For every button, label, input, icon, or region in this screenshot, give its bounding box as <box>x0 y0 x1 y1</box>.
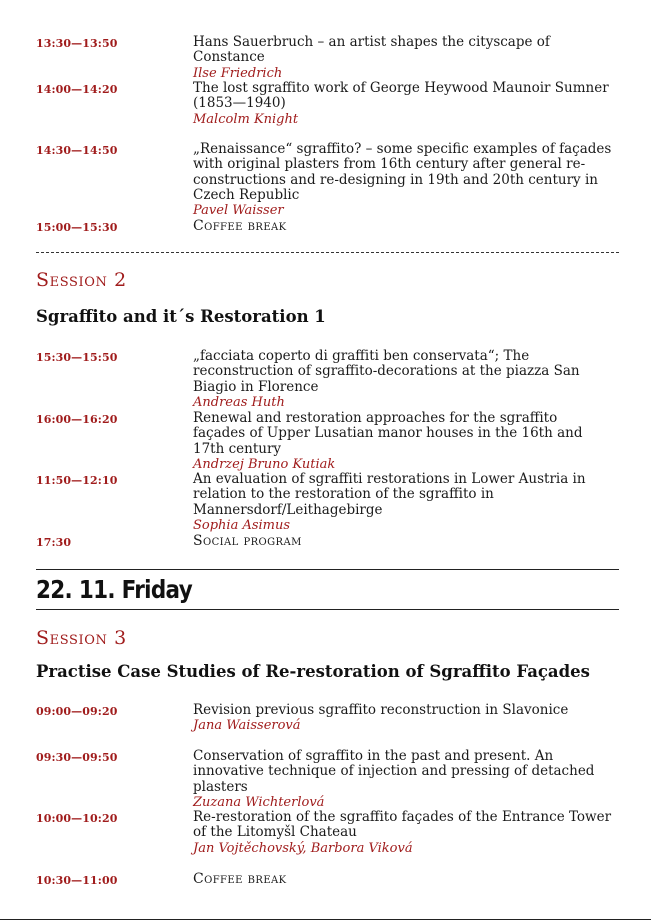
entry-speaker: Malcolm Knight <box>193 111 299 127</box>
entry-time: 13:30—13:50 <box>36 37 118 50</box>
day-divider-top <box>36 569 619 570</box>
entry-speaker: Jana Waisserová <box>193 718 301 734</box>
entry-speaker: Ilse Friedrich <box>193 65 283 81</box>
entry-title: Coffee break <box>193 218 287 234</box>
entry-time: 10:00—10:20 <box>36 812 118 825</box>
entry-title: An evaluation of sgraffiti restorations in Lower Austria in relation to the restoration of the sgraffito in Mannersdorf/Leithagebirge <box>193 471 586 518</box>
entry-time: 14:30—14:50 <box>36 144 118 157</box>
entry-time: 15:00—15:30 <box>36 221 118 234</box>
entry-title: Conservation of sgraffito in the past and present. An innovative technique of injection and pressing of detached plasters <box>193 748 595 795</box>
entry-time: 09:30—09:50 <box>36 751 118 764</box>
day-divider-bottom <box>36 609 619 610</box>
entry-time: 10:30—11:00 <box>36 874 118 887</box>
session-label: Session 2 <box>36 269 127 291</box>
entry-speaker: Jan Vojtěchovský, Barbora Viková <box>193 840 413 856</box>
entry-time: 09:00—09:20 <box>36 705 118 718</box>
entry-time: 15:30—15:50 <box>36 351 118 364</box>
entry-title: Social program <box>193 533 302 549</box>
entry-speaker: Zuzana Wichterlová <box>193 794 325 810</box>
entry-title: Revision previous sgraffito reconstruction in Slavonice <box>193 702 569 718</box>
entry-title: „Renaissance“ sgraffito? – some specific examples of façades with original plasters from 16th century after general re-constructions and re-designing in 19th and 20th century in Czech Republic <box>193 141 612 203</box>
entry-title: „facciata coperto di graffiti ben conservata“; The reconstruction of sgraffito-decorations at the piazza San Biagio in Florence <box>193 348 580 395</box>
entry-title: Renewal and restoration approaches for the sgraffito façades of Upper Lusatian manor houses in the 16th and 17th century <box>193 410 583 457</box>
entry-title: Re-restoration of the sgraffito façades of the Entrance Tower of the Litomyšl Chateau <box>193 809 612 841</box>
entry-speaker: Pavel Waisser <box>193 203 284 219</box>
entry-title: Coffee break <box>193 871 287 887</box>
entry-time: 17:30 <box>36 536 72 549</box>
entry-time: 14:00—14:20 <box>36 83 118 96</box>
entry-speaker: Andrzej Bruno Kutiak <box>193 456 336 472</box>
day-heading: 22. 11. Friday <box>36 575 193 604</box>
session-label: Session 3 <box>36 627 127 649</box>
dashed-divider <box>36 252 619 253</box>
entry-time: 16:00—16:20 <box>36 413 118 426</box>
entry-title: The lost sgraffito work of George Heywood Maunoir Sumner (1853—1940) <box>193 80 609 112</box>
entry-speaker: Sophia Asimus <box>193 517 291 533</box>
entry-speaker: Andreas Huth <box>193 394 285 410</box>
session-title: Practise Case Studies of Re-restoration of Sgraffito Façades <box>36 662 590 681</box>
page-bottom-rule <box>0 919 651 920</box>
entry-time: 11:50—12:10 <box>36 474 118 487</box>
entry-title: Hans Sauerbruch – an artist shapes the cityscape of Constance <box>193 34 550 66</box>
session-title: Sgraffito and it´s Restoration 1 <box>36 307 326 326</box>
